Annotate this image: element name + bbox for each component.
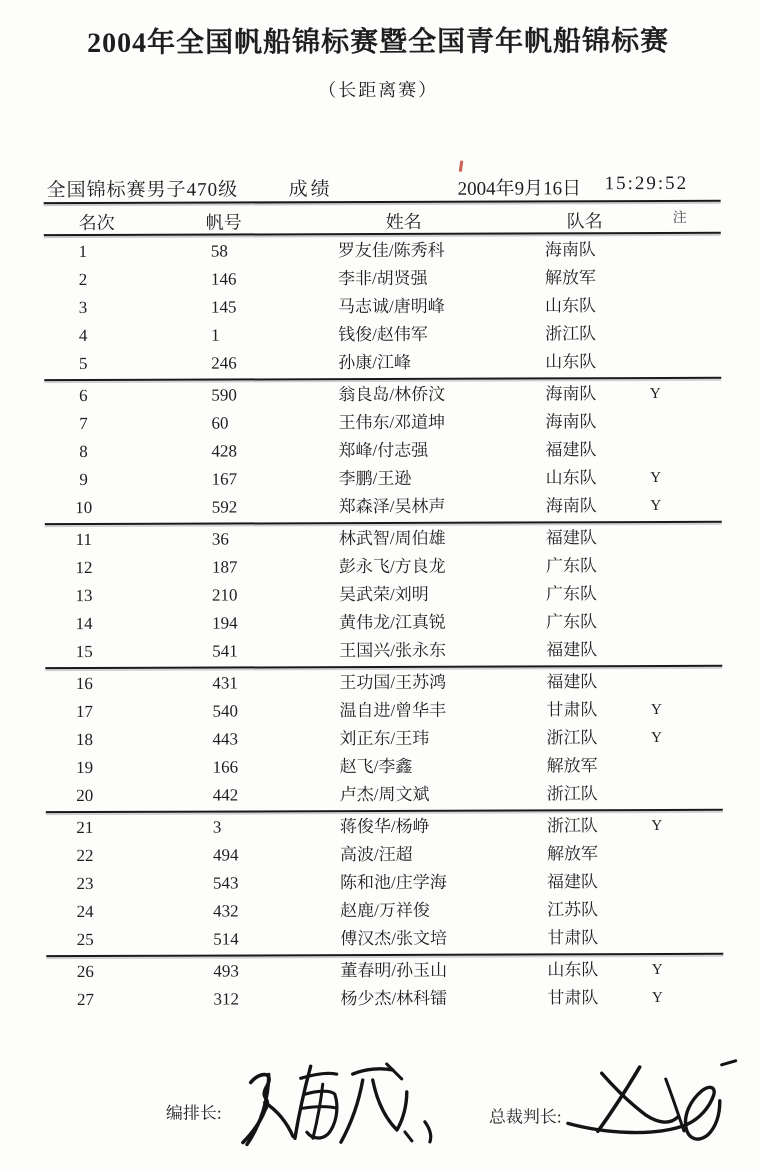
row-cell-rank: 5 <box>78 354 88 374</box>
compiler-label: 编排长: <box>165 1103 222 1123</box>
row-cell-names: 王功国/王苏鸿 <box>339 672 447 693</box>
row-cell-note: Y <box>651 990 663 1007</box>
row-cell-team: 浙江队 <box>546 728 598 748</box>
table-row <box>45 552 722 582</box>
row-cell-names: 陈和池/庄学海 <box>340 872 447 893</box>
row-cell-team: 福建队 <box>547 872 599 892</box>
row-cell-sail: 58 <box>210 241 228 261</box>
chief-judge-signature-handwriting <box>562 1057 742 1154</box>
row-cell-rank: 22 <box>76 846 94 866</box>
row-cell-sail: 443 <box>212 729 239 749</box>
row-cell-rank: 16 <box>75 674 93 694</box>
row-cell-team: 甘肃队 <box>547 988 599 1008</box>
row-cell-team: 甘肃队 <box>546 700 598 720</box>
table-row <box>46 896 723 926</box>
table-row <box>44 264 721 294</box>
row-cell-names: 彭永飞/方良龙 <box>338 556 446 577</box>
table-row <box>46 984 723 1014</box>
row-cell-names: 马志诚/唐明峰 <box>337 296 445 317</box>
red-pen-mark <box>459 161 463 172</box>
row-cell-sail: 246 <box>211 353 237 373</box>
row-cell-note: Y <box>650 498 662 515</box>
row-cell-names: 罗友佳/陈秀科 <box>337 240 445 261</box>
page-subtitle: （长距离赛） <box>318 79 439 101</box>
table-rows <box>44 236 724 1014</box>
row-cell-team: 广东队 <box>546 612 598 632</box>
row-cell-sail: 167 <box>211 469 238 489</box>
table-row <box>46 956 723 986</box>
row-cell-team: 海南队 <box>545 412 597 432</box>
column-header-note: 注 <box>672 210 687 226</box>
row-cell-team: 山东队 <box>545 352 597 372</box>
row-cell-team: 山东队 <box>547 960 599 980</box>
table-row <box>45 492 722 522</box>
row-cell-team: 浙江队 <box>546 784 598 804</box>
row-cell-rank: 19 <box>76 758 94 778</box>
row-cell-names: 刘正东/王玮 <box>339 728 430 749</box>
row-cell-names: 王伟东/邓道坤 <box>338 412 446 433</box>
table-row <box>44 436 721 466</box>
row-cell-rank: 1 <box>78 242 88 262</box>
column-header-sail-number: 帆号 <box>205 212 242 233</box>
table-row <box>46 924 723 954</box>
row-cell-team: 福建队 <box>546 672 598 692</box>
table-row <box>45 696 722 726</box>
table-row <box>46 752 723 782</box>
table-row <box>46 840 723 870</box>
table-row <box>44 380 721 410</box>
row-cell-names: 温自进/曾华丰 <box>339 700 447 721</box>
row-cell-names: 高波/汪超 <box>339 844 413 865</box>
row-cell-names: 郑森泽/吴林声 <box>338 496 446 517</box>
row-cell-team: 海南队 <box>545 384 597 404</box>
row-cell-rank: 15 <box>75 642 93 662</box>
table-row <box>44 408 721 438</box>
column-header-names: 姓名 <box>385 211 422 232</box>
row-cell-sail: 590 <box>211 385 237 405</box>
row-cell-note: Y <box>651 730 662 747</box>
row-cell-names: 董春明/孙玉山 <box>340 960 448 981</box>
row-cell-rank: 4 <box>78 326 88 346</box>
row-cell-team: 福建队 <box>546 640 598 660</box>
row-cell-team: 广东队 <box>545 584 598 604</box>
row-cell-note: Y <box>650 702 662 719</box>
row-cell-team: 江苏队 <box>547 900 599 920</box>
report-date: 2004年9月16日 <box>457 178 582 200</box>
table-row <box>44 292 721 322</box>
row-cell-team: 解放军 <box>546 844 598 864</box>
row-cell-names: 林武智/周伯雄 <box>338 528 446 549</box>
row-cell-rank: 12 <box>75 558 93 578</box>
row-cell-team: 海南队 <box>544 240 596 260</box>
row-cell-team: 福建队 <box>545 440 597 460</box>
row-cell-team: 解放军 <box>546 756 598 776</box>
row-cell-names: 蒋俊华/杨峥 <box>339 816 430 837</box>
row-cell-rank: 21 <box>76 818 94 838</box>
row-cell-sail: 494 <box>212 845 239 865</box>
row-cell-names: 傅汉杰/张文培 <box>340 928 447 949</box>
row-cell-note: Y <box>649 386 661 403</box>
row-cell-rank: 26 <box>76 962 94 982</box>
row-cell-sail: 431 <box>212 673 238 693</box>
page-title: 2004年全国帆船锦标赛暨全国青年帆船锦标赛 <box>87 25 670 60</box>
row-cell-names: 李鹏/王逊 <box>338 468 412 489</box>
row-cell-names: 黄伟龙/江真锐 <box>339 612 446 633</box>
table-row <box>45 668 722 698</box>
row-cell-team: 甘肃队 <box>547 928 599 948</box>
row-cell-sail: 210 <box>211 585 238 605</box>
row-cell-sail: 432 <box>213 901 239 921</box>
compiler-signature-handwriting <box>235 1046 435 1155</box>
row-cell-team: 解放军 <box>544 268 596 288</box>
row-cell-rank: 7 <box>79 414 88 434</box>
row-cell-rank: 27 <box>76 990 94 1010</box>
row-cell-rank: 9 <box>79 470 88 490</box>
row-cell-rank: 13 <box>75 586 93 606</box>
row-cell-sail: 592 <box>211 497 238 517</box>
table-row <box>46 780 723 810</box>
row-cell-names: 赵飞/李鑫 <box>339 756 413 777</box>
row-cell-rank: 25 <box>76 930 94 950</box>
row-cell-rank: 10 <box>75 498 93 518</box>
row-cell-sail: 514 <box>213 929 239 949</box>
table-row <box>45 464 722 494</box>
row-cell-names: 杨少杰/林科镭 <box>340 988 448 1009</box>
table-row <box>45 724 722 754</box>
table-row <box>44 348 721 378</box>
row-cell-names: 孙康/江峰 <box>338 352 411 373</box>
table-row <box>45 524 722 554</box>
row-cell-sail: 187 <box>211 557 238 577</box>
row-cell-names: 王国兴/张永东 <box>339 640 446 661</box>
row-cell-rank: 23 <box>76 874 94 894</box>
row-cell-rank: 20 <box>76 786 94 806</box>
row-cell-sail: 540 <box>212 701 238 721</box>
row-cell-names: 钱俊/赵伟军 <box>338 324 428 345</box>
column-header-rank: 名次 <box>78 212 115 234</box>
row-cell-rank: 14 <box>75 614 93 634</box>
row-cell-names: 郑峰/付志强 <box>338 440 429 461</box>
row-cell-team: 浙江队 <box>545 324 597 344</box>
row-cell-rank: 8 <box>79 442 88 462</box>
row-cell-sail: 145 <box>210 297 237 317</box>
row-cell-sail: 541 <box>212 641 238 661</box>
table-row <box>46 812 723 842</box>
row-cell-sail: 36 <box>211 529 229 549</box>
row-cell-sail: 1 <box>211 325 220 345</box>
row-cell-sail: 543 <box>213 873 239 893</box>
table-row <box>45 636 722 666</box>
row-cell-team: 福建队 <box>545 528 597 548</box>
row-cell-names: 翁良岛/林侨汶 <box>338 384 446 405</box>
table-row <box>44 236 721 266</box>
row-cell-sail: 442 <box>212 785 239 805</box>
row-cell-team: 海南队 <box>545 496 597 516</box>
row-cell-rank: 18 <box>76 730 94 750</box>
table-row <box>44 320 721 350</box>
column-header-team: 队名 <box>566 211 603 232</box>
row-cell-sail: 428 <box>211 441 238 461</box>
row-cell-names: 赵鹿/万祥俊 <box>340 900 430 921</box>
row-cell-rank: 3 <box>78 298 88 318</box>
report-time: 15:29:52 <box>604 172 689 195</box>
table-row <box>45 608 722 638</box>
row-cell-sail: 166 <box>212 757 239 777</box>
row-cell-team: 浙江队 <box>546 816 598 836</box>
row-cell-rank: 11 <box>75 530 93 550</box>
row-cell-team: 山东队 <box>545 468 597 488</box>
result-label: 成绩 <box>288 179 333 201</box>
row-cell-sail: 312 <box>213 989 239 1009</box>
row-cell-sail: 194 <box>212 613 238 633</box>
row-cell-sail: 493 <box>213 961 239 981</box>
chief-judge-label: 总裁判长: <box>488 1107 562 1127</box>
row-cell-team: 广东队 <box>545 556 597 576</box>
row-cell-names: 李非/胡贤强 <box>337 268 428 289</box>
row-cell-rank: 2 <box>78 270 88 290</box>
event-class-label: 全国锦标赛男子470级 <box>46 179 239 202</box>
row-cell-names: 卢杰/周文斌 <box>339 784 430 805</box>
row-cell-sail: 3 <box>212 817 222 837</box>
row-cell-note: Y <box>651 818 663 835</box>
row-cell-rank: 17 <box>75 702 93 722</box>
table-row <box>46 868 723 898</box>
row-cell-sail: 146 <box>210 269 237 289</box>
row-cell-rank: 6 <box>79 386 88 406</box>
row-cell-rank: 24 <box>76 902 94 922</box>
row-cell-names: 吴武荣/刘明 <box>338 584 429 605</box>
row-cell-note: Y <box>650 470 662 487</box>
row-cell-sail: 60 <box>211 413 229 433</box>
table-row <box>45 580 722 610</box>
row-cell-team: 山东队 <box>544 296 597 316</box>
row-cell-note: Y <box>651 962 663 979</box>
